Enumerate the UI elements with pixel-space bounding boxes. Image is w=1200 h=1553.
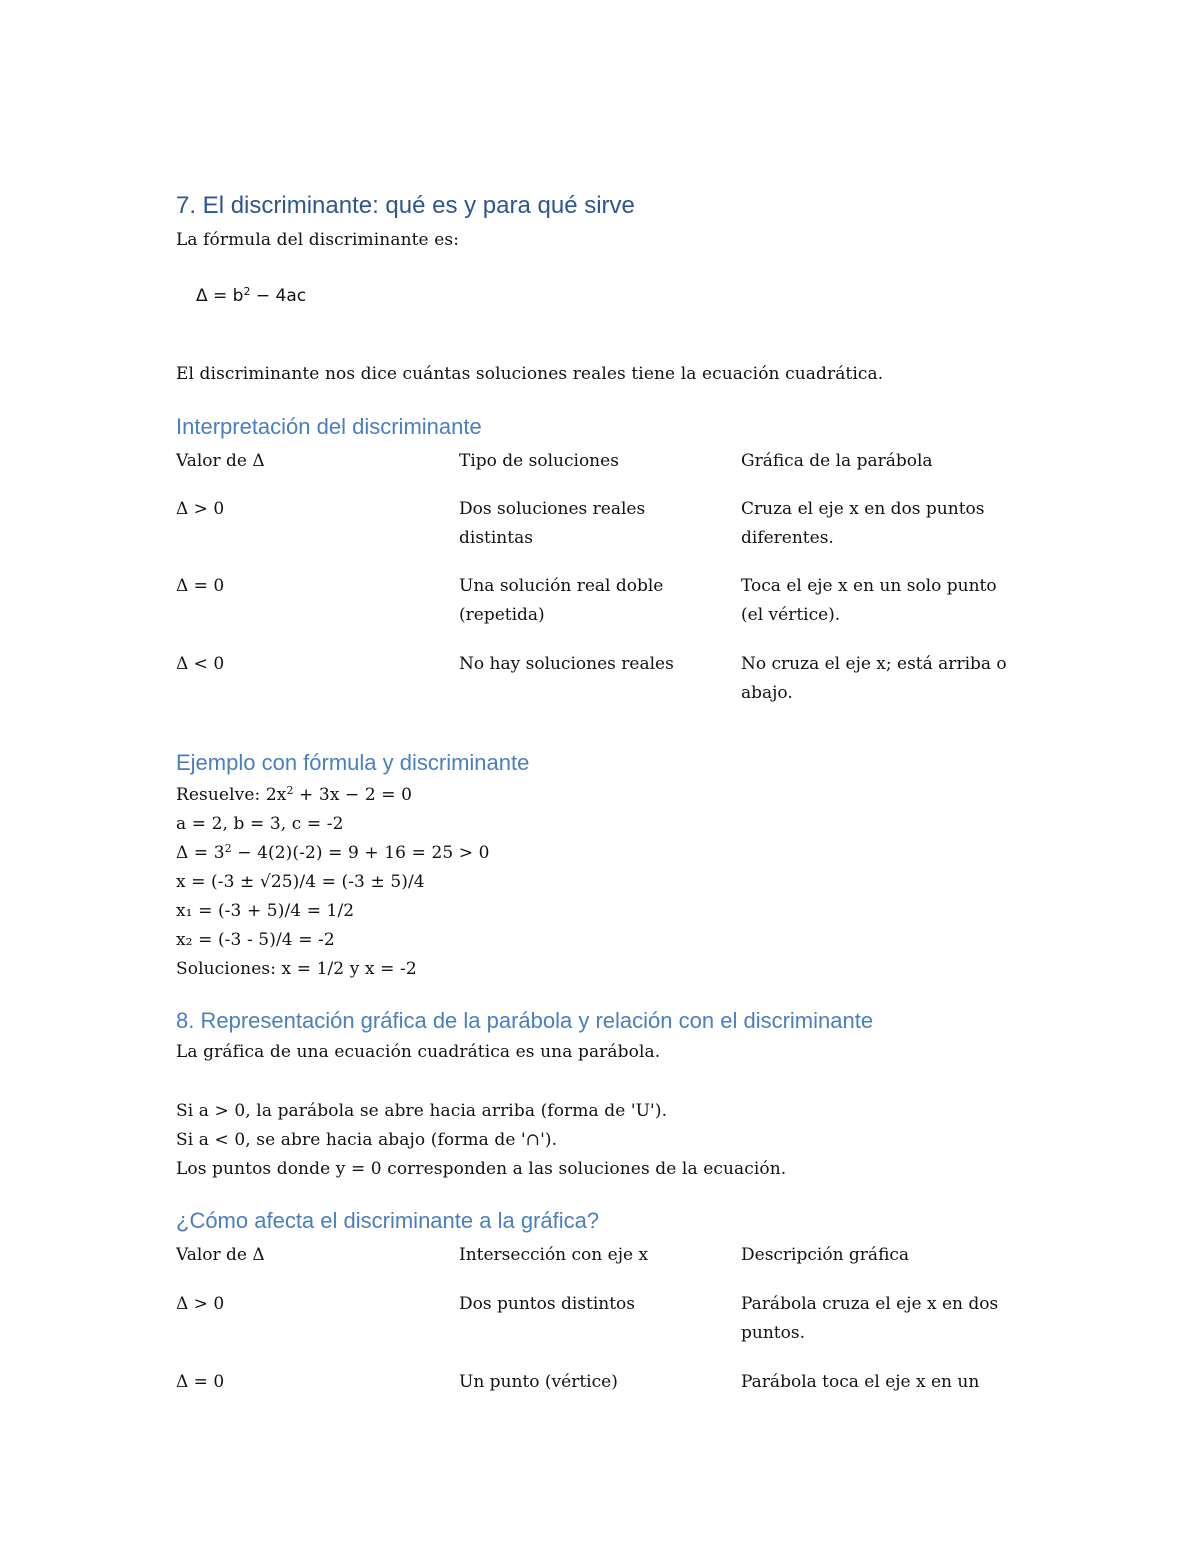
discriminant-description: El discriminante nos dice cuántas soluciones reales tiene la ecuación cuadrática. [176,364,884,384]
table-cell: No hay soluciones reales [459,654,674,674]
table-cell: Δ > 0 [176,499,225,519]
section-8-line: Los puntos donde y = 0 corresponden a las soluciones de la ecuación. [176,1159,787,1179]
example-line: x = (-3 ± √25)/4 = (-3 ± 5)/4 [176,872,425,892]
header-cell: Intersección con eje x [459,1245,649,1265]
section-7-title: 7. El discriminante: qué es y para qué sirve [176,192,635,219]
header-cell: Gráfica de la parábola [741,451,933,471]
example-line: a = 2, b = 3, c = -2 [176,814,344,834]
table-cell: Parábola cruza el eje x en dos puntos. [741,1294,999,1343]
table-cell: Dos soluciones reales distintas [459,499,646,548]
table-cell: Δ = 0 [176,1372,225,1392]
table-cell: Δ > 0 [176,1294,225,1314]
interpretation-title: Interpretación del discriminante [176,414,482,439]
section-8-line: Si a < 0, se abre hacia abajo (forma de '∩'). [176,1130,558,1150]
example-line: x₁ = (-3 + 5)/4 = 1/2 [176,901,355,921]
discriminant-formula: $\Delta = b^2 - 4ac$ [196,285,307,306]
table-cell: Δ = 0 [176,576,225,596]
example-line: Soluciones: x = 1/2 y x = -2 [176,959,417,979]
table-cell: Δ < 0 [176,654,225,674]
example-line: Resuelve: $2x^2 + 3x - 2 = 0$ [176,784,413,805]
table-cell: Una solución real doble (repetida) [459,576,664,625]
example-title: Ejemplo con fórmula y discriminante [176,750,530,775]
formula-intro: La fórmula del discriminante es: [176,230,460,250]
table-cell: Toca el eje x en un solo punto (el vértice). [741,576,997,625]
section-8-title: 8. Representación gráfica de la parábola y relación con el discriminante [176,1008,874,1033]
table-cell: Cruza el eje x en dos puntos diferentes. [741,499,985,548]
table-cell: Dos puntos distintos [459,1294,636,1314]
table-cell: No cruza el eje x; está arriba o abajo. [741,654,1007,703]
table-cell: Un punto (vértice) [459,1372,618,1392]
header-cell: Descripción gráfica [741,1245,910,1265]
example-line: x₂ = (-3 - 5)/4 = -2 [176,930,335,950]
example-line: $\Delta = 3^2 - 4(2)(-2) = 9 + 16 = 25 > 0$ [176,842,490,863]
section-8-line: Si a > 0, la parábola se abre hacia arriba (forma de 'U'). [176,1101,668,1121]
header-cell: Tipo de soluciones [459,451,619,471]
table-cell: Parábola toca el eje x en un [741,1372,980,1392]
affect-title: ¿Cómo afecta el discriminante a la gráfica? [176,1208,600,1233]
header-cell: Valor de Δ [176,451,265,471]
header-cell: Valor de Δ [176,1245,265,1265]
section-8-intro: La gráfica de una ecuación cuadrática es una parábola. [176,1042,661,1062]
